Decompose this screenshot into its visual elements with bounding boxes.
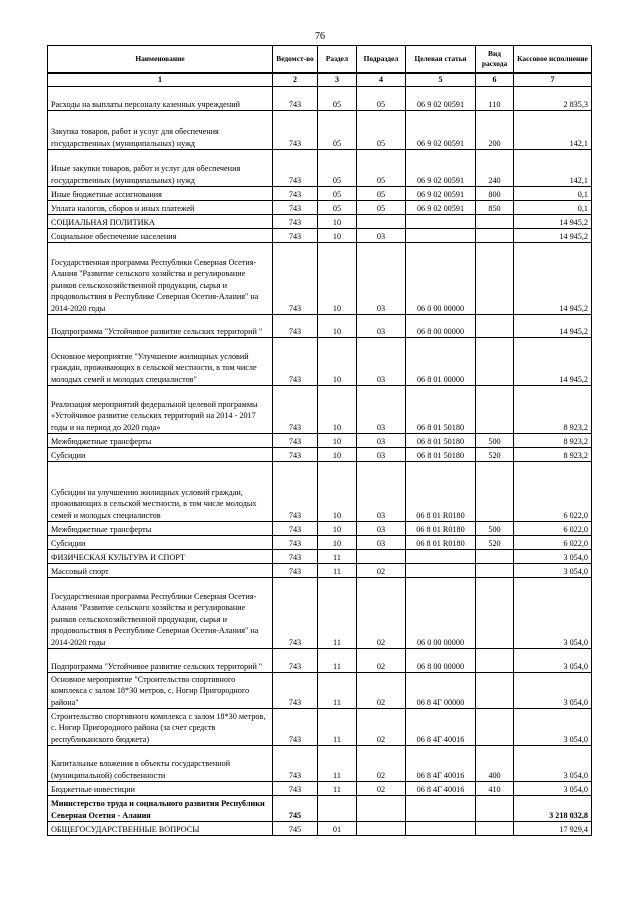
cell-vid <box>476 564 514 578</box>
table-header-row <box>48 46 592 73</box>
cell-amount: 0,1 <box>514 201 592 215</box>
cell-podrazdel: 05 <box>357 187 406 201</box>
cell-amount: 6 022,0 <box>514 522 592 536</box>
table-row <box>48 578 592 649</box>
cell-amount: 3 218 032,8 <box>514 796 592 822</box>
table-row <box>48 462 592 522</box>
cell-razdel: 10 <box>318 522 357 536</box>
cell-name: Основное мероприятие "Строительство спортивного комплекса с залом 18*30 метров, с. Ногир Пригородного района" <box>48 673 273 709</box>
cell-statya: 06 8 4Г 00000 <box>406 673 476 709</box>
cell-amount: 3 054,0 <box>514 564 592 578</box>
cell-podrazdel: 03 <box>357 522 406 536</box>
header-name: Наименование <box>48 46 273 73</box>
cell-vedomstvo: 743 <box>273 649 318 673</box>
cell-name: Государственная программа Республики Северная Осетия-Алания "Развитие сельского хозяйства и регулирование рынков сельскохозяйственной продукции, сырья и продовольствия в Республике Северная Осетия-Алания" на 2014-2020 годы <box>48 243 273 315</box>
colnum: 4 <box>357 73 406 87</box>
cell-amount: 14 945,2 <box>514 229 592 243</box>
cell-statya: 06 8 01 R0180 <box>406 536 476 550</box>
cell-razdel: 10 <box>318 243 357 315</box>
cell-amount: 14 945,2 <box>514 338 592 386</box>
cell-vid <box>476 550 514 564</box>
cell-statya: 06 8 01 50180 <box>406 386 476 434</box>
cell-statya: 06 8 4Г 40016 <box>406 746 476 782</box>
cell-name: Межбюджетные трансферты <box>48 522 273 536</box>
table-row <box>48 709 592 746</box>
cell-name: Массовый спорт <box>48 564 273 578</box>
cell-statya <box>406 215 476 229</box>
cell-statya: 06 8 01 R0180 <box>406 522 476 536</box>
cell-vid <box>476 462 514 522</box>
cell-name: Подпрограмма "Устойчивое развитие сельских территорий " <box>48 315 273 338</box>
cell-name: Субсидии на улучшению жилищных условий граждан, проживающих в сельской местности, в том числе молодых семей и молодых специалистов <box>48 462 273 522</box>
cell-name: Расходы на выплаты персоналу казенных учреждений <box>48 87 273 111</box>
cell-podrazdel: 02 <box>357 709 406 746</box>
page-number: 76 <box>315 31 325 42</box>
cell-amount: 8 923,2 <box>514 448 592 462</box>
cell-razdel: 05 <box>318 87 357 111</box>
cell-vid: 110 <box>476 87 514 111</box>
cell-vedomstvo: 743 <box>273 462 318 522</box>
cell-vid <box>476 243 514 315</box>
cell-name: Реализация мероприятий федеральной целевой программы «Устойчивое развитие сельских территорий на 2014 - 2017 годы и на период до 2020 года» <box>48 386 273 434</box>
cell-statya: 06 9 02 00591 <box>406 201 476 215</box>
cell-razdel: 05 <box>318 150 357 187</box>
cell-vid: 850 <box>476 201 514 215</box>
cell-podrazdel: 05 <box>357 111 406 150</box>
cell-amount: 3 054,0 <box>514 550 592 564</box>
cell-statya: 06 8 4Г 40016 <box>406 782 476 796</box>
table-row <box>48 536 592 550</box>
cell-amount: 6 022,0 <box>514 536 592 550</box>
cell-statya: 06 9 02 00591 <box>406 187 476 201</box>
cell-vedomstvo: 743 <box>273 243 318 315</box>
cell-razdel: 10 <box>318 462 357 522</box>
table-body <box>48 87 592 836</box>
table-row <box>48 564 592 578</box>
cell-podrazdel: 02 <box>357 673 406 709</box>
cell-name: Субсидии <box>48 536 273 550</box>
cell-razdel: 11 <box>318 673 357 709</box>
cell-statya: 06 8 01 50180 <box>406 434 476 448</box>
cell-vid: 240 <box>476 150 514 187</box>
cell-statya <box>406 796 476 822</box>
cell-vid <box>476 229 514 243</box>
cell-razdel: 11 <box>318 550 357 564</box>
column-numbers-row <box>48 73 592 87</box>
cell-amount: 3 054,0 <box>514 782 592 796</box>
table-row <box>48 315 592 338</box>
cell-podrazdel: 02 <box>357 578 406 649</box>
cell-name: Уплата налогов, сборов и иных платежей <box>48 201 273 215</box>
cell-amount: 3 054,0 <box>514 746 592 782</box>
cell-podrazdel: 03 <box>357 448 406 462</box>
cell-name: Капитальные вложения в объекты государственной (муниципальной) собственности <box>48 746 273 782</box>
cell-vid: 500 <box>476 434 514 448</box>
cell-amount: 3 054,0 <box>514 649 592 673</box>
cell-vedomstvo: 743 <box>273 522 318 536</box>
cell-razdel: 05 <box>318 201 357 215</box>
cell-razdel: 05 <box>318 187 357 201</box>
cell-podrazdel: 02 <box>357 649 406 673</box>
header-razdel: Раздел <box>318 46 357 73</box>
table-row <box>48 386 592 434</box>
cell-vedomstvo: 743 <box>273 87 318 111</box>
cell-statya: 06 8 4Г 40016 <box>406 709 476 746</box>
cell-name: Межбюджетные трансферты <box>48 434 273 448</box>
cell-name: Социальное обеспечение населения <box>48 229 273 243</box>
cell-podrazdel: 03 <box>357 434 406 448</box>
cell-podrazdel: 03 <box>357 243 406 315</box>
cell-vedomstvo: 743 <box>273 187 318 201</box>
cell-vid <box>476 822 514 836</box>
cell-vid: 520 <box>476 536 514 550</box>
cell-razdel: 10 <box>318 434 357 448</box>
cell-podrazdel <box>357 822 406 836</box>
cell-name: ФИЗИЧЕСКАЯ КУЛЬТУРА И СПОРТ <box>48 550 273 564</box>
cell-name: Министерство труда и социального развития Республики Северная Осетия - Алания <box>48 796 273 822</box>
cell-statya: 06 8 01 50180 <box>406 448 476 462</box>
cell-amount: 17 929,4 <box>514 822 592 836</box>
cell-vedomstvo: 743 <box>273 448 318 462</box>
cell-razdel: 10 <box>318 536 357 550</box>
cell-vid <box>476 649 514 673</box>
cell-vid: 520 <box>476 448 514 462</box>
cell-razdel: 11 <box>318 709 357 746</box>
cell-vedomstvo: 743 <box>273 746 318 782</box>
cell-podrazdel: 03 <box>357 462 406 522</box>
cell-name: Иные бюджетные ассигнования <box>48 187 273 201</box>
cell-vedomstvo: 743 <box>273 386 318 434</box>
budget-table <box>47 45 592 836</box>
table-row <box>48 522 592 536</box>
cell-vedomstvo: 743 <box>273 215 318 229</box>
cell-amount: 3 054,0 <box>514 673 592 709</box>
table-row <box>48 215 592 229</box>
table-row <box>48 434 592 448</box>
cell-podrazdel: 03 <box>357 315 406 338</box>
cell-name: Основное мероприятие "Улучшение жилищных условий граждан, проживающих в сельской местности, в том числе молодых семей и молодых специалистов" <box>48 338 273 386</box>
colnum: 3 <box>318 73 357 87</box>
cell-name: Государственная программа Республики Северная Осетия-Алания "Развитие сельского хозяйства и регулирование рынков сельскохозяйственной продукции, сырья и продовольствия в Республике Северная Осетия-Алания" на 2014-2020 годы <box>48 578 273 649</box>
table-row <box>48 448 592 462</box>
cell-amount: 8 923,2 <box>514 386 592 434</box>
cell-podrazdel: 05 <box>357 87 406 111</box>
table-row <box>48 201 592 215</box>
cell-vedomstvo: 743 <box>273 536 318 550</box>
cell-razdel: 11 <box>318 564 357 578</box>
cell-vedomstvo: 743 <box>273 434 318 448</box>
header-vid: Вид расхода <box>476 46 514 73</box>
cell-vedomstvo: 743 <box>273 782 318 796</box>
header-kassa: Кассовое исполнение <box>514 46 592 73</box>
cell-name: Закупка товаров, работ и услуг для обеспечения государственных (муниципальных) нужд <box>48 111 273 150</box>
header-statya: Целевая статья <box>406 46 476 73</box>
cell-vedomstvo: 743 <box>273 315 318 338</box>
cell-statya <box>406 550 476 564</box>
cell-vid <box>476 215 514 229</box>
cell-amount: 142,1 <box>514 111 592 150</box>
cell-statya <box>406 229 476 243</box>
cell-vid: 410 <box>476 782 514 796</box>
cell-razdel: 05 <box>318 111 357 150</box>
cell-vedomstvo: 743 <box>273 709 318 746</box>
colnum: 5 <box>406 73 476 87</box>
cell-name: Строительство спортивного комплекса с залом 18*30 метров, с. Ногир Пригородного района (за счет средств республиканского бюджета) <box>48 709 273 746</box>
cell-vedomstvo: 743 <box>273 150 318 187</box>
cell-name: Подпрограмма "Устойчивое развитие сельских территорий " <box>48 649 273 673</box>
cell-podrazdel: 03 <box>357 229 406 243</box>
cell-vid: 200 <box>476 111 514 150</box>
cell-vedomstvo: 743 <box>273 229 318 243</box>
table-row <box>48 796 592 822</box>
cell-statya <box>406 564 476 578</box>
cell-podrazdel: 03 <box>357 536 406 550</box>
cell-statya: 06 9 02 00591 <box>406 87 476 111</box>
colnum: 7 <box>514 73 592 87</box>
cell-statya: 06 0 00 00000 <box>406 578 476 649</box>
cell-amount: 6 022,0 <box>514 462 592 522</box>
cell-name: Иные закупки товаров, работ и услуг для обеспечения государственных (муниципальных) нужд <box>48 150 273 187</box>
cell-vid <box>476 386 514 434</box>
cell-vedomstvo: 743 <box>273 564 318 578</box>
cell-razdel <box>318 796 357 822</box>
cell-razdel: 11 <box>318 782 357 796</box>
cell-podrazdel: 05 <box>357 150 406 187</box>
table-row <box>48 229 592 243</box>
cell-statya: 06 8 00 00000 <box>406 315 476 338</box>
cell-statya: 06 9 02 00591 <box>406 150 476 187</box>
cell-podrazdel <box>357 215 406 229</box>
cell-vid: 500 <box>476 522 514 536</box>
table-row <box>48 150 592 187</box>
table-row <box>48 111 592 150</box>
cell-razdel: 01 <box>318 822 357 836</box>
cell-name: Бюджетные инвестиции <box>48 782 273 796</box>
cell-razdel: 11 <box>318 649 357 673</box>
cell-amount: 142,1 <box>514 150 592 187</box>
table-row <box>48 746 592 782</box>
cell-statya: 06 0 00 00000 <box>406 243 476 315</box>
cell-vid: 800 <box>476 187 514 201</box>
cell-statya: 06 8 00 00000 <box>406 649 476 673</box>
colnum: 6 <box>476 73 514 87</box>
cell-podrazdel: 02 <box>357 782 406 796</box>
cell-statya: 06 8 01 R0180 <box>406 462 476 522</box>
cell-razdel: 10 <box>318 315 357 338</box>
cell-vedomstvo: 743 <box>273 673 318 709</box>
cell-name: ОБЩЕГОСУДАРСТВЕННЫЕ ВОПРОСЫ <box>48 822 273 836</box>
cell-podrazdel: 05 <box>357 201 406 215</box>
cell-amount: 14 945,2 <box>514 243 592 315</box>
cell-amount: 14 945,2 <box>514 215 592 229</box>
cell-statya <box>406 822 476 836</box>
cell-amount: 3 054,0 <box>514 578 592 649</box>
cell-amount: 0,1 <box>514 187 592 201</box>
cell-name: Субсидии <box>48 448 273 462</box>
cell-amount: 14 945,2 <box>514 315 592 338</box>
table-row <box>48 338 592 386</box>
cell-amount: 3 054,0 <box>514 709 592 746</box>
table-row <box>48 782 592 796</box>
cell-vedomstvo: 745 <box>273 822 318 836</box>
cell-statya: 06 9 02 00591 <box>406 111 476 150</box>
cell-razdel: 10 <box>318 386 357 434</box>
table-row <box>48 87 592 111</box>
table-row <box>48 243 592 315</box>
cell-vid <box>476 578 514 649</box>
cell-podrazdel <box>357 550 406 564</box>
table-row <box>48 649 592 673</box>
cell-vid: 400 <box>476 746 514 782</box>
cell-vid <box>476 709 514 746</box>
table-row <box>48 822 592 836</box>
header-vedomstvo: Ведомст-во <box>273 46 318 73</box>
cell-vedomstvo: 743 <box>273 201 318 215</box>
cell-razdel: 10 <box>318 338 357 386</box>
cell-podrazdel <box>357 796 406 822</box>
table-row <box>48 673 592 709</box>
header-podrazdel: Подраздел <box>357 46 406 73</box>
cell-amount: 2 835,3 <box>514 87 592 111</box>
cell-razdel: 11 <box>318 578 357 649</box>
cell-razdel: 10 <box>318 448 357 462</box>
cell-podrazdel: 02 <box>357 746 406 782</box>
cell-vedomstvo: 745 <box>273 796 318 822</box>
colnum: 2 <box>273 73 318 87</box>
table-row <box>48 187 592 201</box>
cell-razdel: 10 <box>318 215 357 229</box>
cell-podrazdel: 03 <box>357 386 406 434</box>
cell-vid <box>476 338 514 386</box>
cell-amount: 8 923,2 <box>514 434 592 448</box>
cell-vedomstvo: 743 <box>273 578 318 649</box>
cell-razdel: 11 <box>318 746 357 782</box>
cell-statya: 06 8 01 00000 <box>406 338 476 386</box>
cell-vid <box>476 796 514 822</box>
cell-podrazdel: 02 <box>357 564 406 578</box>
table-row <box>48 550 592 564</box>
cell-vedomstvo: 743 <box>273 338 318 386</box>
colnum: 1 <box>48 73 273 87</box>
cell-vedomstvo: 743 <box>273 111 318 150</box>
cell-vid <box>476 315 514 338</box>
cell-razdel: 10 <box>318 229 357 243</box>
cell-name: СОЦИАЛЬНАЯ ПОЛИТИКА <box>48 215 273 229</box>
cell-vedomstvo: 743 <box>273 550 318 564</box>
cell-podrazdel: 03 <box>357 338 406 386</box>
cell-vid <box>476 673 514 709</box>
